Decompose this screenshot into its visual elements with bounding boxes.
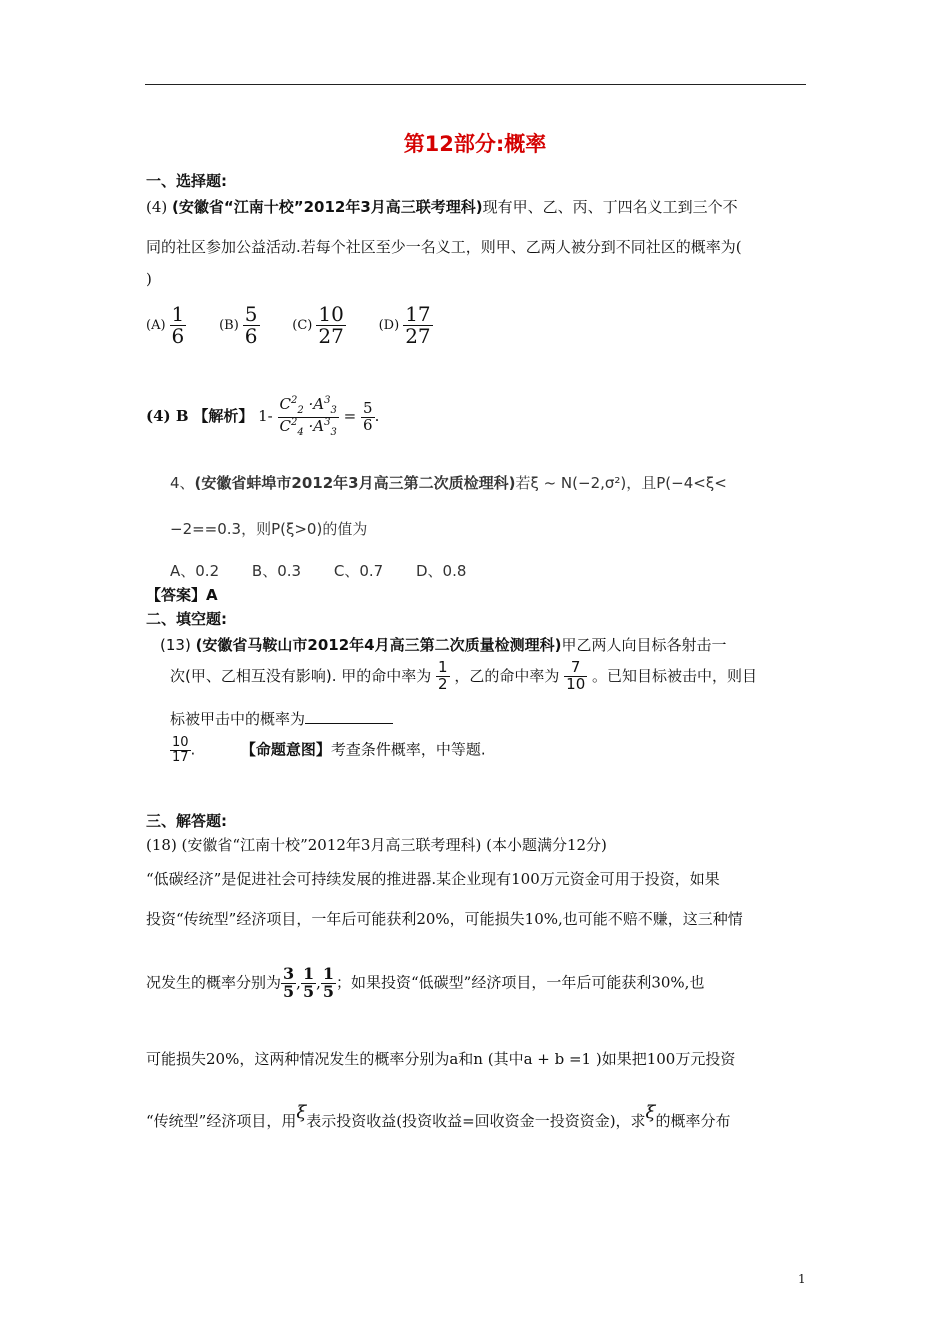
q4b-option-b: B、0.3: [251, 562, 302, 580]
q4-answer-prefix: (4) B: [146, 407, 189, 425]
section-solve-heading: 三、解答题:: [146, 812, 227, 830]
q4b-line-1: [170, 472, 727, 493]
q4-option-a: (A) $\frac{1}{6}$: [146, 302, 185, 348]
q4-option-c: (C) $\frac{10}{27}$: [292, 302, 344, 348]
q13-text-1: 甲乙两人向目标各射击一: [561, 636, 727, 654]
q13-answer-text: 考查条件概率，中等题.: [330, 740, 486, 759]
q4-answer: (4) B 【解析】 1- $\frac{C^2_2 \cdot A^3_3}{C^2_4 \cdot A^3_3}$ = $\frac{5}{6}$ .: [146, 395, 380, 438]
q13-answer-fraction: $\frac{10}{17}$: [172, 735, 189, 765]
q4-option-d: (D) $\frac{17}{27}$: [378, 302, 431, 348]
q4-answer-result: $\frac{5}{6}$: [363, 398, 373, 434]
q4-line-3: ): [146, 270, 152, 288]
q18-line-4: 可能损失20%，这两种情况发生的概率分别为a和n (其中a + b =1 )如果把100万元投资: [146, 1050, 736, 1068]
page-title: 第12部分:概率: [403, 132, 547, 156]
q4-number: (4): [146, 198, 168, 216]
q4-answer-one: 1-: [258, 407, 273, 425]
q4-option-b: (B) $\frac{5}{6}$: [219, 302, 258, 348]
q4b-line-2: −2==0.3，则P(ξ>0)的值为: [170, 520, 368, 538]
q4b-text-1: 若ξ ~ N(−2,σ²)，且P(−4<ξ<: [515, 474, 727, 492]
q4b-prefix: 4、: [170, 474, 195, 492]
page-number: 1: [798, 1272, 806, 1286]
q4-answer-equals: =: [343, 407, 357, 425]
section-fill-heading: 二、填空题:: [146, 610, 227, 628]
q4b-option-a: A、0.2: [170, 562, 220, 580]
q4-options: [146, 304, 461, 347]
q13-answer-tag: 【命题意图】: [240, 740, 331, 759]
q13-line-3: 标被甲击中的概率为: [170, 708, 393, 729]
q4-line-2: 同的社区参加公益活动.若每个社区至少一名义工，则甲、乙两人被分到不同社区的概率为(: [146, 238, 742, 256]
q13-line-1: [160, 634, 727, 655]
q13-p1-fraction: $\frac{1}{2}$: [438, 658, 448, 693]
q18-frac-2: $\frac{1}{5}$: [302, 964, 315, 1001]
q13-number: (13): [160, 636, 191, 654]
q4b-options: [170, 560, 466, 581]
xi-symbol-2: ξ: [645, 1102, 656, 1123]
q13-p2-fraction: $\frac{7}{10}$: [566, 658, 586, 693]
q18-line-2: 投资“传统型”经济项目，一年后可能获利20%，可能损失10%,也可能不赔不赚，这三种情: [146, 910, 743, 928]
q4b-source: (安徽省蚌埠市2012年3月高三第二次质检理科): [194, 474, 516, 492]
q4-text-1: 现有甲、乙、丙、丁四名义工到三个不: [482, 198, 738, 216]
q4-answer-formula: $\frac{C^2_2 \cdot A^3_3}{C^2_4 \cdot A^3_3}$: [279, 395, 337, 438]
q13-line-2: 次(甲、乙相互没有影响). 甲的命中率为 $\frac{1}{2}$ ，乙的命中率为 $\frac{7}{10}$ 。已知目标被击中，则目: [170, 658, 758, 693]
q4b-answer: 【答案】A: [146, 586, 218, 604]
q18-line-5: “传统型”经济项目，用ξ表示投资收益(投资收益=回收资金一投资资金)，求ξ的概率分布: [146, 1102, 731, 1130]
q18-frac-3: $\frac{1}{5}$: [322, 964, 334, 1001]
q13-source: (安徽省马鞍山市2012年4月高三第二次质量检测理科): [195, 636, 562, 654]
q4b-option-d: D、0.8: [415, 562, 467, 580]
q4-answer-tag: 【解析】: [193, 407, 254, 425]
q4-source: (安徽省“江南十校”2012年3月高三联考理科): [172, 198, 483, 216]
xi-symbol-1: ξ: [296, 1102, 307, 1123]
section-choice-heading: 一、选择题:: [146, 172, 227, 190]
q18-line-3: 况发生的概率分别为 $\frac{3}{5}$ , $\frac{1}{5}$ , $\frac{1}{5}$ ；如果投资“低碳型”经济项目，一年后可能获利30%,也: [146, 964, 705, 1001]
q18-heading: (18) (安徽省“江南十校”2012年3月高三联考理科) (本小题满分12分): [146, 836, 607, 854]
q13-answer: $\frac{10}{17}$ . 【命题意图】考查条件概率，中等题.: [172, 735, 486, 765]
q4b-option-c: C、0.7: [333, 562, 384, 580]
q18-frac-1: $\frac{3}{5}$: [283, 964, 295, 1001]
header-rule: [145, 84, 806, 85]
q18-line-1: “低碳经济”是促进社会可持续发展的推进器.某企业现有100万元资金可用于投资，如果: [146, 870, 720, 888]
q13-answer-blank: [305, 709, 393, 724]
q4-line-1: [146, 196, 738, 217]
